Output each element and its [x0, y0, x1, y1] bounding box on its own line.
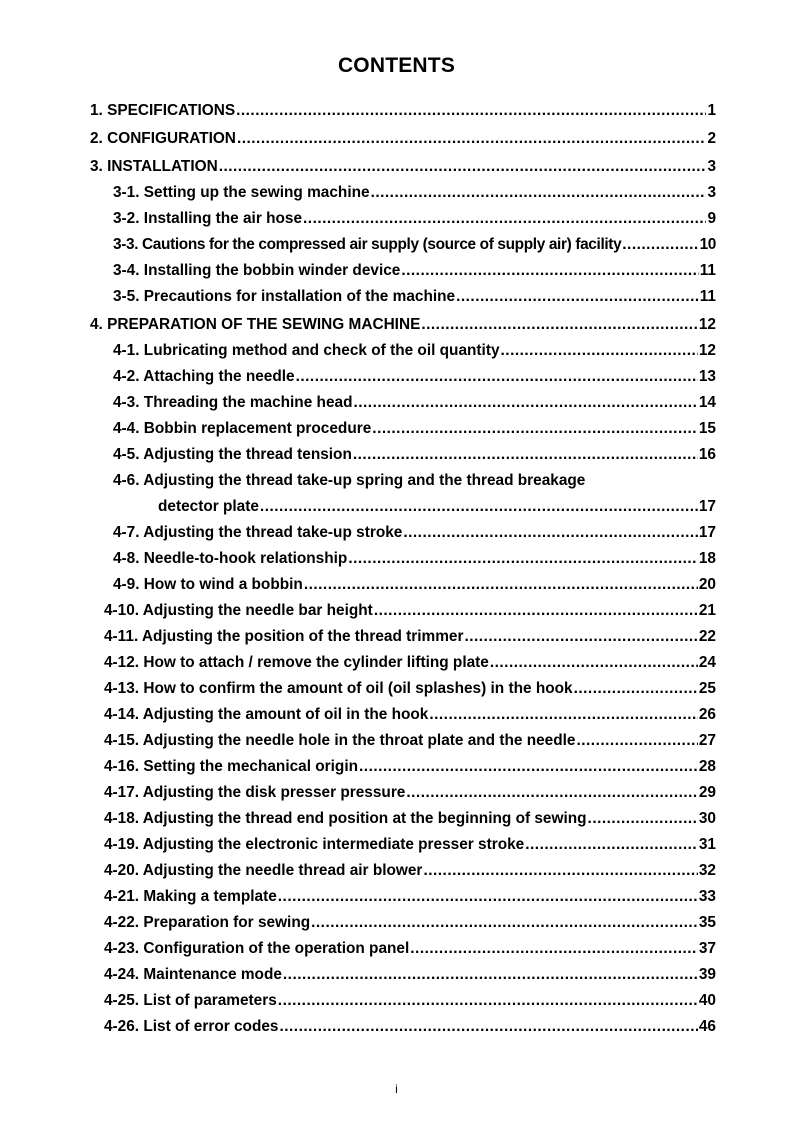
- toc-entry-page: 2: [707, 130, 716, 147]
- toc-entry[interactable]: [104, 601, 716, 621]
- toc-entry-label: 4-14. Adjusting the amount of oil in the hook: [104, 706, 429, 723]
- toc-entry[interactable]: [113, 549, 716, 569]
- toc-entry-page: 1: [707, 102, 716, 119]
- toc-entry-page: 18: [698, 550, 716, 567]
- toc-entry-page: 3: [707, 158, 716, 175]
- toc-entry-page: 27: [698, 732, 716, 749]
- toc-entry-label: 4-13. How to confirm the amount of oil (oil splashes) in the hook: [104, 680, 573, 697]
- leader-dots: [359, 757, 698, 777]
- toc-entry-label: 4-3. Threading the machine head: [113, 394, 353, 411]
- toc-entry-page: 35: [698, 914, 716, 931]
- leader-dots: [403, 523, 698, 543]
- toc-entry-label: 3-3. Cautions for the compressed air supply (source of supply air) facility: [113, 236, 622, 253]
- toc-entry[interactable]: [158, 497, 716, 517]
- leader-dots: [237, 129, 707, 149]
- toc-entry[interactable]: [104, 679, 716, 699]
- toc-entry-label[interactable]: 4-6. Adjusting the thread take-up spring and the thread breakage: [113, 472, 586, 489]
- toc-entry-page: 16: [698, 446, 716, 463]
- toc-entry-label: 4-17. Adjusting the disk presser pressure: [104, 784, 406, 801]
- toc-entry[interactable]: [113, 393, 716, 413]
- leader-dots: [574, 679, 698, 699]
- toc-entry-page: 20: [698, 576, 716, 593]
- toc-entry[interactable]: [104, 783, 716, 803]
- leader-dots: [410, 939, 698, 959]
- toc-entry[interactable]: [113, 341, 716, 361]
- toc-entry[interactable]: [104, 887, 716, 907]
- toc-entry[interactable]: [113, 419, 716, 439]
- toc-entry[interactable]: [113, 183, 716, 203]
- toc-entry-page: 29: [698, 784, 716, 801]
- leader-dots: [371, 183, 707, 203]
- toc-entry[interactable]: [104, 653, 716, 673]
- toc-entry-page: 12: [698, 342, 716, 359]
- toc-entry-label: 4-20. Adjusting the needle thread air blower: [104, 862, 423, 879]
- toc-entry-page: 31: [698, 836, 716, 853]
- toc-entry-label: 4-4. Bobbin replacement procedure: [113, 420, 372, 437]
- toc-entry-page: 15: [698, 420, 716, 437]
- toc-entry-page: 11: [699, 262, 716, 279]
- leader-dots: [423, 861, 697, 881]
- toc-entry-label: 4-8. Needle-to-hook relationship: [113, 550, 348, 567]
- toc-entry-page: 14: [698, 394, 716, 411]
- leader-dots: [304, 575, 698, 595]
- leader-dots: [279, 1017, 697, 1037]
- leader-dots: [406, 783, 698, 803]
- toc-entry-label: 3-2. Installing the air hose: [113, 210, 303, 227]
- toc-entry-label: 4-24. Maintenance mode: [104, 966, 282, 983]
- leader-dots: [622, 235, 698, 255]
- leader-dots: [303, 209, 706, 229]
- toc-entry[interactable]: [104, 731, 716, 751]
- leader-dots: [374, 601, 698, 621]
- toc-entry-page: 11: [699, 288, 716, 305]
- toc-entry-label: 4-18. Adjusting the thread end position at the beginning of sewing: [104, 810, 587, 827]
- toc-entry[interactable]: [113, 209, 716, 229]
- leader-dots: [311, 913, 698, 933]
- toc-entry[interactable]: [104, 861, 716, 881]
- toc-entry[interactable]: [113, 523, 716, 543]
- toc-entry-page: 40: [698, 992, 716, 1009]
- page-number: i: [395, 1082, 398, 1096]
- toc-entry[interactable]: [104, 965, 716, 985]
- toc-entry-page: 28: [698, 758, 716, 775]
- toc-entry[interactable]: [104, 627, 716, 647]
- toc-entry-page: 13: [698, 368, 716, 385]
- toc-entry-label: 4. PREPARATION OF THE SEWING MACHINE: [90, 316, 421, 333]
- page-title: CONTENTS: [337, 54, 456, 77]
- toc-entry-page: 17: [698, 524, 716, 541]
- toc-entry-label: 4-22. Preparation for sewing: [104, 914, 311, 931]
- toc-entry[interactable]: [104, 809, 716, 829]
- leader-dots: [525, 835, 698, 855]
- leader-dots: [464, 627, 697, 647]
- toc-entry[interactable]: [113, 575, 716, 595]
- toc-entry-page: 25: [698, 680, 716, 697]
- toc-entry[interactable]: [113, 235, 716, 255]
- toc-entry-label: 4-12. How to attach / remove the cylinder lifting plate: [104, 654, 489, 671]
- leader-dots: [236, 101, 706, 121]
- leader-dots: [501, 341, 698, 361]
- toc-entry[interactable]: [113, 445, 716, 465]
- toc-entry-label: 4-10. Adjusting the needle bar height: [104, 602, 373, 619]
- toc-entry[interactable]: [104, 991, 716, 1011]
- toc-entry[interactable]: [113, 367, 716, 387]
- toc-entry-page: 46: [698, 1018, 716, 1035]
- toc-entry-label: 3. INSTALLATION: [90, 158, 218, 175]
- toc-entry-label: 4-7. Adjusting the thread take-up stroke: [113, 524, 403, 541]
- toc-entry-label: 4-5. Adjusting the thread tension: [113, 446, 352, 463]
- leader-dots: [296, 367, 698, 387]
- toc-entry-label: 4-21. Making a template: [104, 888, 277, 905]
- leader-dots: [278, 887, 698, 907]
- toc-entry-label: detector plate: [158, 498, 259, 515]
- leader-dots: [429, 705, 698, 725]
- toc-entry-page: 39: [698, 966, 716, 983]
- toc-entry[interactable]: [104, 1017, 716, 1037]
- toc-entry-label: 4-16. Setting the mechanical origin: [104, 758, 359, 775]
- toc-entry[interactable]: [104, 939, 716, 959]
- leader-dots: [588, 809, 698, 829]
- leader-dots: [490, 653, 698, 673]
- toc-entry[interactable]: [90, 157, 716, 177]
- toc-entry[interactable]: [113, 287, 716, 307]
- leader-dots: [372, 419, 698, 439]
- toc-entry-label: 4-9. How to wind a bobbin: [113, 576, 303, 593]
- toc-entry-label: 4-26. List of error codes: [104, 1018, 279, 1035]
- leader-dots: [219, 157, 707, 177]
- toc-entry-page: 24: [698, 654, 716, 671]
- toc-entry-page: 12: [698, 316, 716, 333]
- toc-entry[interactable]: [90, 315, 716, 335]
- toc-entry-page: 21: [698, 602, 716, 619]
- toc-entry-page: 30: [698, 810, 716, 827]
- toc-entry-page: 3: [707, 184, 716, 201]
- toc-entry[interactable]: [104, 913, 716, 933]
- leader-dots: [348, 549, 698, 569]
- leader-dots: [576, 731, 697, 751]
- leader-dots: [421, 315, 698, 335]
- toc-entry-label: 4-1. Lubricating method and check of the oil quantity: [113, 342, 500, 359]
- toc-entry[interactable]: [104, 835, 716, 855]
- toc-entry-label: 2. CONFIGURATION: [90, 130, 236, 147]
- toc-entry-page: 9: [707, 210, 716, 227]
- leader-dots: [260, 497, 698, 517]
- toc-entry[interactable]: [104, 757, 716, 777]
- toc-entry-page: 17: [698, 498, 716, 515]
- leader-dots: [278, 991, 698, 1011]
- toc-entry-page: 32: [698, 862, 716, 879]
- leader-dots: [283, 965, 698, 985]
- toc-entry-page: 22: [698, 628, 716, 645]
- toc-entry[interactable]: [90, 101, 716, 121]
- toc-entry[interactable]: [104, 705, 716, 725]
- toc-entry-label: 3-5. Precautions for installation of the machine: [113, 288, 456, 305]
- toc-entry-label: 4-23. Configuration of the operation panel: [104, 940, 410, 957]
- toc-entry-label: 3-4. Installing the bobbin winder device: [113, 262, 401, 279]
- toc-entry-label: 4-2. Attaching the needle: [113, 368, 295, 385]
- toc-entry[interactable]: [90, 129, 716, 149]
- toc-entry-label: 1. SPECIFICATIONS: [90, 102, 236, 119]
- leader-dots: [456, 287, 699, 307]
- leader-dots: [401, 261, 698, 281]
- toc-entry-label: 4-19. Adjusting the electronic intermediate presser stroke: [104, 836, 525, 853]
- toc-entry-page: 10: [699, 236, 716, 253]
- toc-entry-label: 4-25. List of parameters: [104, 992, 277, 1009]
- toc-entry-label: 3-1. Setting up the sewing machine: [113, 184, 370, 201]
- toc-entry-label: 4-15. Adjusting the needle hole in the throat plate and the needle: [104, 732, 576, 749]
- toc-entry[interactable]: [113, 261, 716, 281]
- leader-dots: [353, 445, 698, 465]
- toc-entry-page: 37: [698, 940, 716, 957]
- toc-entry-page: 26: [698, 706, 716, 723]
- toc-entry-label: 4-11. Adjusting the position of the thread trimmer: [104, 628, 464, 645]
- leader-dots: [353, 393, 697, 413]
- toc-entry-page: 33: [698, 888, 716, 905]
